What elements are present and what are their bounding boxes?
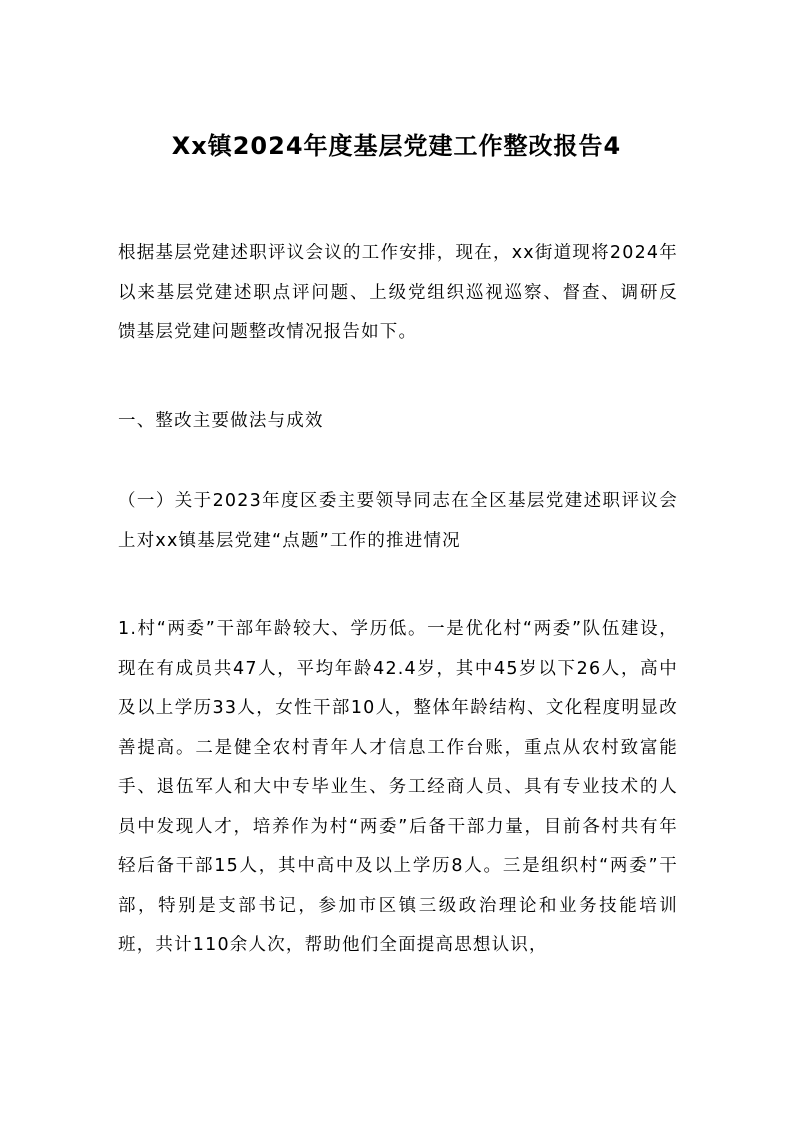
document-title: Xx镇2024年度基层党建工作整改报告4 — [171, 132, 622, 160]
subsection-heading: （一）关于2023年度区委主要领导同志在全区基层党建述职评议会上对xx镇基层党建“点题”工作的推进情况 — [118, 491, 678, 551]
body-paragraph: 1.村“两委”干部年龄较大、学历低。一是优化村“两委”队伍建设，现在有成员共47人，平均年龄42.4岁，其中45岁以下26人，高中及以上学历33人，女性干部10人，整体年龄结构、文化程度明显改善提高。二是健全农村青年人才信息工作台账，重点从农村致富能手、退伍军人和大中专毕业生、务工经商人员、具有专业技术的人员中发现人才，培养作为村“两委”后备干部力量，目前各村共有年轻后备干部15人，其中高中及以上学历8人。三是组织村“两委”干部，特别是支部书记，参加市区镇三级政治理论和业务技能培训班，共计110余人次，帮助他们全面提高思想认识， — [118, 619, 678, 955]
section-heading: 一、整改主要做法与成效 — [118, 411, 324, 431]
intro-paragraph: 根据基层党建述职评议会议的工作安排，现在，xx街道现将2024年以来基层党建述职点评问题、上级党组织巡视巡察、督查、调研反馈基层党建问题整改情况报告如下。 — [118, 243, 678, 342]
